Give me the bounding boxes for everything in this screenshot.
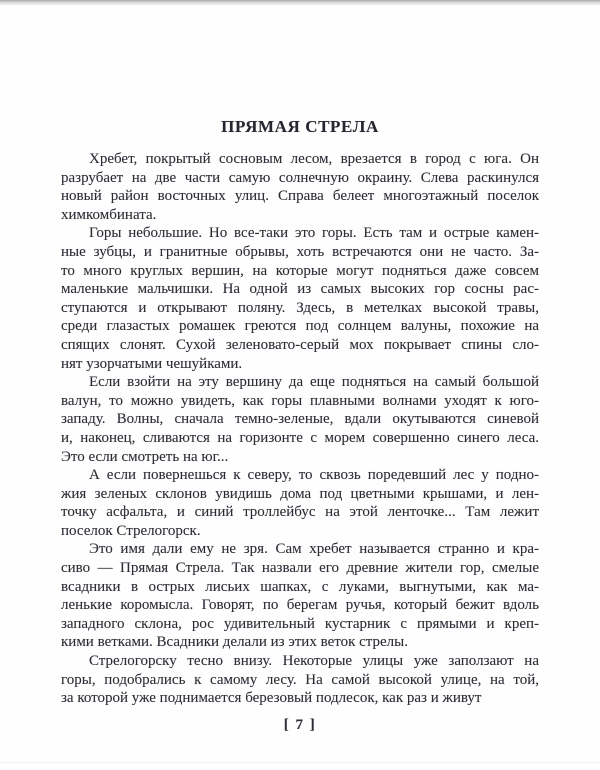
chapter-title: ПРЯМАЯ СТРЕЛА [221, 117, 379, 136]
text-line: маленькие мальчишки. На одной из самых высоких гор сосны рас- [61, 281, 539, 298]
text-line: и, наконец, сливаются на горизонте с морем совершенно синего леса. [61, 429, 539, 446]
text-line: Это имя дали ему не зря. Сам хребет называется странно и кра- [89, 541, 539, 558]
text-line: Это если смотреть на юг... [61, 448, 229, 465]
paragraph [61, 224, 539, 373]
text-line: кими ветками. Всадники делали из этих веток стрелы. [61, 634, 408, 651]
text-line: Горы небольшие. Но все-таки это горы. Есть там и острые камен- [89, 225, 539, 242]
text-line: А если повернешься к северу, то сквозь поредевший лес у подно- [89, 467, 539, 484]
paragraph [61, 466, 539, 540]
text-line: западного склона, рос удивительный кустарник с прямыми и креп- [61, 615, 539, 632]
text-line: всадники в острых лисьих шапках, с луками, выгнутыми, как ма- [61, 578, 539, 595]
text-line: сиво — Прямая Стрела. Так назвали его древние жители гор, смелые [61, 560, 539, 577]
text-line: среди глазастых ромашек греются под солнцем валуны, похожие на [61, 318, 539, 335]
text-line: горы, подобрались к самому лесу. На самой высокой улице, на той, [61, 671, 539, 688]
paragraph [61, 540, 539, 652]
text-line: ные зубцы, и гранитные обрывы, хоть встречаются они не часто. За- [61, 243, 539, 260]
paragraph [61, 373, 539, 466]
text-line: валун, то можно увидеть, как горы плавными волнами уходят к юго- [61, 392, 539, 409]
text-line: химкомбината. [61, 206, 157, 223]
text-line: точку асфальта, и синий троллейбус на этой ленточке... Там лежит [61, 504, 539, 521]
page-number: [ 7 ] [283, 717, 317, 733]
text-line: Если взойти на эту вершину да еще подняться на самый большой [89, 374, 539, 391]
page-top-edge [0, 0, 600, 6]
text-line: за которой уже поднимается березовый подлесок, как раз и живут [61, 690, 482, 707]
text-line: поселок Стрелогорск. [61, 522, 201, 539]
text-line: Стрелогорску тесно внизу. Некоторые улицы уже заползают на [89, 653, 539, 670]
text-line: жия зеленых склонов увидишь дома под цветными крышами, и лен- [61, 485, 539, 502]
text-line: Хребет, покрытый сосновым лесом, врезается в город с юга. Он [89, 151, 539, 167]
paragraph [61, 652, 539, 708]
text-line: спящих слонят. Сухой зеленовато-серый мох покрывает спины сло- [61, 336, 539, 353]
paragraph [61, 150, 539, 224]
text-line: ленькие коромысла. Говорят, по берегам ручья, который бежит вдоль [61, 597, 539, 614]
scan-artifact-line [0, 762, 600, 763]
text-line: новый район восточных улиц. Справа белеет многоэтажный поселок [61, 188, 539, 205]
text-line: разрубает на две части самую солнечную окраину. Слева раскинулся [61, 169, 539, 186]
text-line: ступаются и открывают поляну. Здесь, в метелках высокой травы, [61, 299, 539, 316]
text-block [61, 150, 539, 708]
text-line: то много круглых вершин, на которые могут подняться даже совсем [61, 262, 539, 279]
text-line: западу. Волны, сначала темно-зеленые, вдали окутываются синевой [61, 411, 539, 428]
text-line: нят узорчатыми чешуйками. [61, 355, 243, 372]
